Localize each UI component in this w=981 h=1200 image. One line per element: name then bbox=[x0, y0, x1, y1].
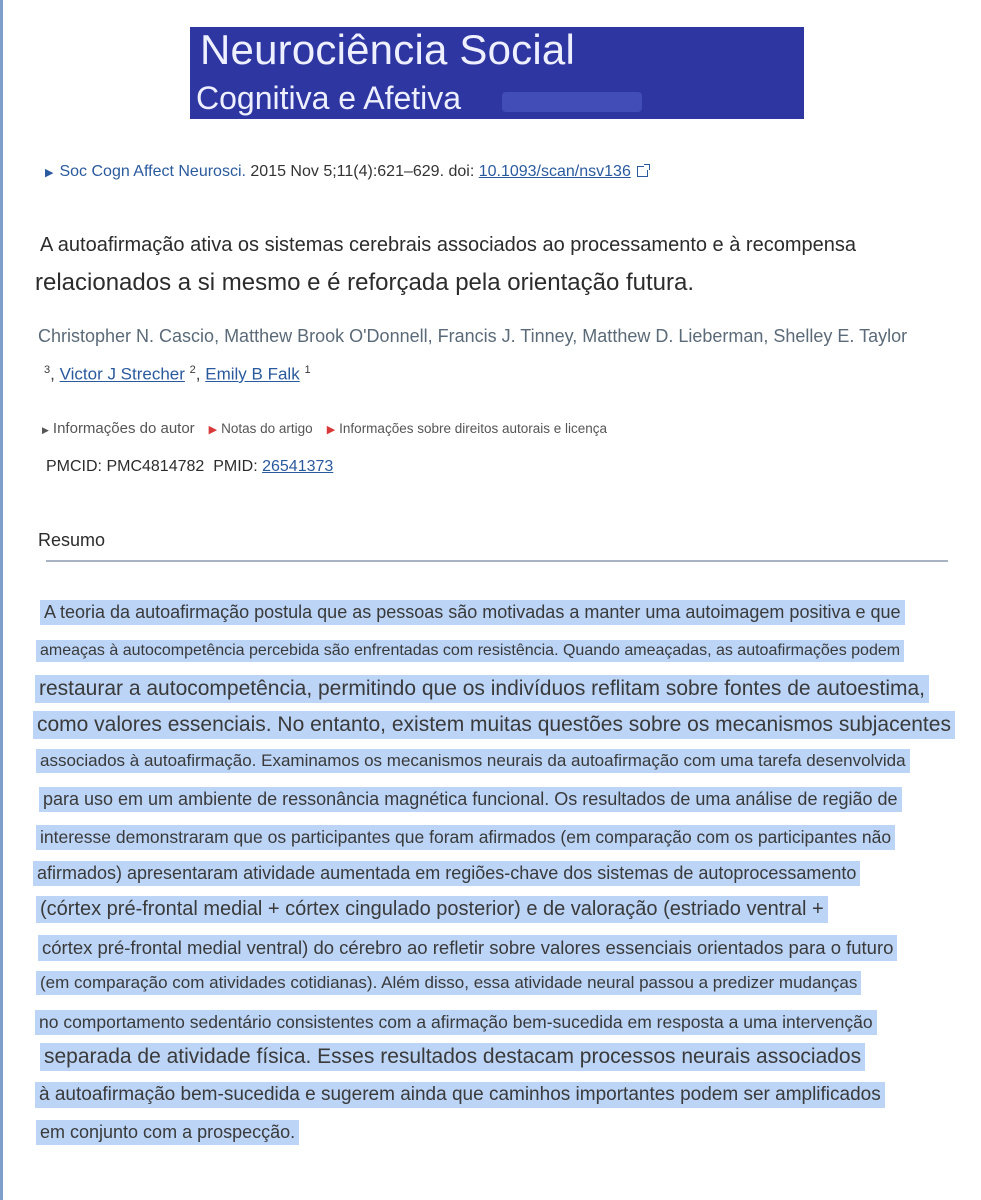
abstract-line: afirmados) apresentaram atividade aumentada em regiões-chave dos sistemas de autoprocessamento bbox=[33, 861, 860, 886]
abstract-line: à autoafirmação bem-sucedida e sugerem ainda que caminhos importantes podem ser amplificados bbox=[35, 1082, 885, 1108]
author-affiliation-sup: 2 bbox=[189, 364, 196, 376]
expand-triangle-icon[interactable]: ▶ bbox=[45, 167, 54, 179]
section-divider bbox=[46, 560, 948, 562]
abstract-line: associados à autoafirmação. Examinamos os mecanismos neurais da autoafirmação com uma tarefa desenvolvida bbox=[36, 749, 910, 773]
abstract-line: ameaças à autocompetência percebida são enfrentadas com resistência. Quando ameaçadas, as autoafirmações podem bbox=[36, 640, 904, 662]
journal-link[interactable]: Soc Cogn Affect Neurosci. bbox=[59, 163, 246, 180]
banner-faded-overlay bbox=[502, 92, 642, 112]
abstract-line: (em comparação com atividades cotidianas). Além disso, essa atividade neural passou a predizer mudanças bbox=[36, 971, 861, 995]
expand-triangle-icon: ▶ bbox=[42, 425, 49, 435]
pmid-label: PMID: bbox=[213, 458, 258, 475]
author-link-falk[interactable]: Emily B Falk bbox=[205, 364, 300, 384]
expand-triangle-icon: ▶ bbox=[208, 424, 218, 436]
article-info-bar bbox=[42, 420, 607, 437]
journal-banner-subtitle: Cognitiva e Afetiva bbox=[196, 80, 462, 116]
author-link-strecher[interactable]: Victor J Strecher bbox=[59, 364, 185, 384]
page-left-border bbox=[0, 0, 3, 1200]
citation-line bbox=[45, 163, 648, 181]
external-link-icon[interactable] bbox=[637, 166, 648, 177]
pmid-link[interactable]: 26541373 bbox=[262, 458, 334, 475]
article-title-line-1: A autoafirmação ativa os sistemas cerebrais associados ao processamento e à recompensa bbox=[40, 234, 856, 256]
copyright-info-toggle[interactable]: ▶ Informações sobre direitos autorais e licença bbox=[326, 421, 608, 436]
article-identifiers bbox=[46, 458, 333, 476]
abstract-line: em conjunto com a prospecção. bbox=[36, 1120, 299, 1145]
author-list-line-1: Christopher N. Cascio, Matthew Brook O'Donnell, Francis J. Tinney, Matthew D. Lieberman, Shelley E. Taylor bbox=[38, 326, 908, 346]
author-list-line-2: $^3$, Victor J Strecher $^2$, Emily B Falk $^1$ bbox=[44, 364, 311, 384]
expand-triangle-icon: ▶ bbox=[326, 424, 336, 436]
author-affiliation-sup: 1 bbox=[304, 364, 311, 376]
abstract-line: interesse demonstraram que os participantes que foram afirmados (em comparação com os participantes não bbox=[36, 825, 895, 850]
abstract-line: restaurar a autocompetência, permitindo que os indivíduos reflitam sobre fontes de autoestima, bbox=[35, 675, 929, 703]
article-title-line-2: relacionados a si mesmo e é reforçada pela orientação futura. bbox=[35, 269, 695, 296]
citation-details: 2015 Nov 5;11(4):621–629. doi: bbox=[250, 163, 475, 180]
author-affiliation-sup: 3 bbox=[44, 364, 51, 376]
abstract-line: A teoria da autoafirmação postula que as pessoas são motivadas a manter uma autoimagem positiva e que bbox=[40, 600, 905, 625]
section-heading-resumo: Resumo bbox=[38, 530, 106, 550]
abstract-line: para uso em um ambiente de ressonância magnética funcional. Os resultados de uma análise de região de bbox=[39, 787, 902, 812]
abstract-line: separada de atividade física. Esses resultados destacam processos neurais associados bbox=[40, 1043, 865, 1071]
article-notes-toggle[interactable]: ▶ Notas do artigo bbox=[208, 421, 313, 436]
abstract-line: (córtex pré-frontal medial + córtex cingulado posterior) e de valoração (estriado ventral + bbox=[36, 896, 828, 923]
abstract-line: córtex pré-frontal medial ventral) do cérebro ao refletir sobre valores essenciais orientados para o futuro bbox=[38, 935, 897, 961]
doi-link[interactable]: 10.1093/scan/nsv136 bbox=[478, 163, 631, 180]
journal-banner bbox=[190, 27, 804, 119]
abstract-line: no comportamento sedentário consistentes com a afirmação bem-sucedida em resposta a uma intervenção bbox=[35, 1010, 877, 1035]
author-info-toggle[interactable]: ▶ Informações do autor bbox=[42, 420, 195, 437]
pmcid: PMCID: PMC4814782 bbox=[46, 458, 205, 475]
abstract-line: como valores essenciais. No entanto, existem muitas questões sobre os mecanismos subjacentes bbox=[33, 711, 955, 739]
journal-banner-title: Neurociência Social bbox=[200, 26, 575, 73]
